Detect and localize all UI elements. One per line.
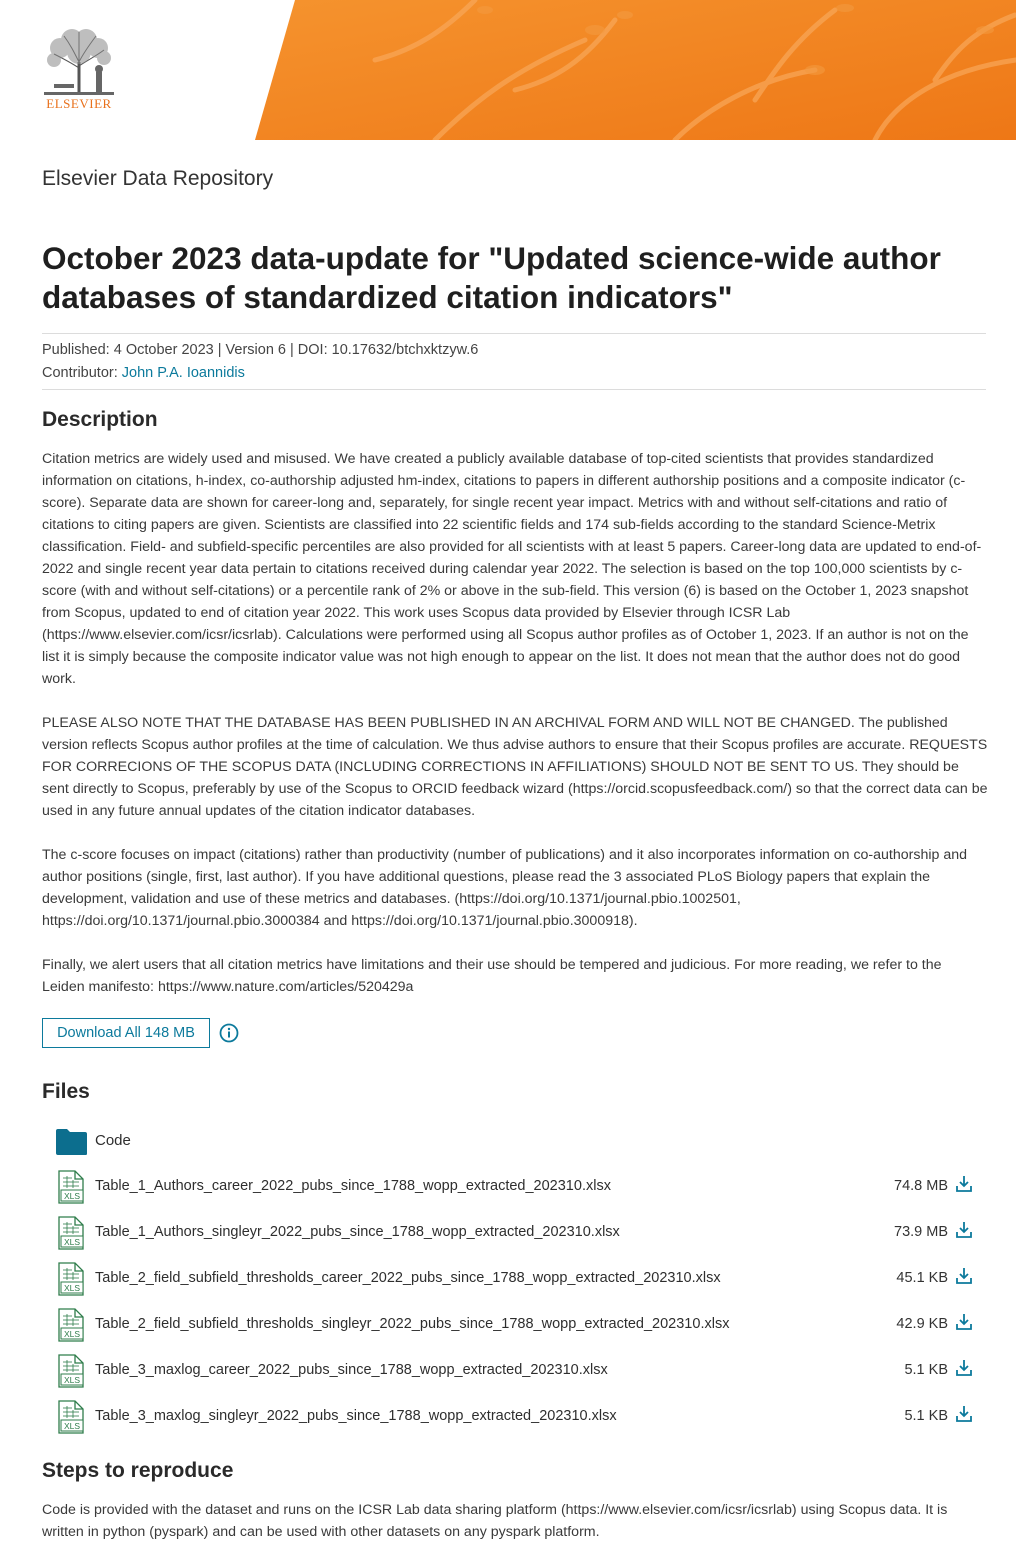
file-size: 74.8 MB (894, 1178, 948, 1194)
files-heading: Files (42, 1080, 90, 1103)
xls-label: XLS (63, 1237, 81, 1247)
xls-label: XLS (63, 1375, 81, 1385)
download-all-button[interactable]: Download All 148 MB (42, 1018, 210, 1048)
xls-label: XLS (63, 1191, 81, 1201)
xls-file-icon (55, 1262, 85, 1296)
folder-row-code[interactable] (55, 1122, 980, 1158)
file-name[interactable]: Table_2_field_subfield_thresholds_singleyr_2022_pubs_since_1788_wopp_extracted_202310.xlsx (95, 1316, 730, 1332)
download-icon[interactable] (954, 1312, 974, 1332)
file-row[interactable] (55, 1398, 980, 1434)
xls-file-icon (55, 1400, 85, 1434)
xls-file-icon (55, 1354, 85, 1388)
file-row[interactable] (55, 1352, 980, 1388)
file-row[interactable] (55, 1260, 980, 1296)
file-size: 42.9 KB (896, 1316, 948, 1332)
repository-name[interactable]: Elsevier Data Repository (42, 167, 274, 190)
file-size: 73.9 MB (894, 1224, 948, 1240)
file-row[interactable] (55, 1214, 980, 1250)
xls-file-icon (55, 1216, 85, 1250)
description-paragraph: Citation metrics are widely used and misused. We have created a publicly available database of top-cited scientists that provides standardized information on citations, h-index, co-authorship adjusted hm-index, citations to papers in different authorship positions and a composite indicator (c-score). Separate data are shown for career-long and, separately, for single recent year impact. Metrics with and without self-citations and ratio of citations to citing papers are given. Scientists are classified into 22 scientific fields and 174 sub-fields according to the standard Science-Metrix classification. Field- and subfield-specific percentiles are also provided for all scientists with at least 5 papers. Career-long data are updated to end-of-2022 and single recent year data pertain to citations received during calendar year 2022. The selection is based on the top 100,000 scientists by c-score (with and without self-citations) or a percentile rank of 2% or above in the sub-field. This version (6) is based on the October 1, 2023 snapshot from Scopus, updated to end of citation year 2022. This work uses Scopus data provided by Elsevier through ICSR Lab (https://www.elsevier.com/icsr/icsrlab). Calculations were performed using all Scopus author profiles as of October 1, 2023. If an author is not on the list it is simply because the composite indicator value was not high enough to appear on the list. It does not mean that the author does not do good work. (42, 451, 982, 687)
xls-label: XLS (63, 1283, 81, 1293)
xls-file-icon (55, 1170, 85, 1204)
logo-wordmark: ELSEVIER (46, 96, 112, 111)
file-row[interactable] (55, 1306, 980, 1342)
steps-heading: Steps to reproduce (42, 1459, 234, 1482)
download-icon[interactable] (954, 1358, 974, 1378)
page-header (0, 0, 1016, 140)
contributor-link[interactable]: John P.A. Ioannidis (121, 365, 245, 381)
contributor-line (42, 365, 245, 381)
download-icon[interactable] (954, 1174, 974, 1194)
steps-text: Code is provided with the dataset and runs on the ICSR Lab data sharing platform (https://www.elsevier.com/icsr/icsrlab) using Scopus data. It is written in python (pyspark) and can be used with other datasets on any pyspark platform. (42, 1502, 948, 1540)
file-size: 5.1 KB (904, 1408, 948, 1424)
file-name[interactable]: Table_1_Authors_singleyr_2022_pubs_since_1788_wopp_extracted_202310.xlsx (95, 1224, 620, 1240)
xls-label: XLS (63, 1329, 81, 1339)
divider (42, 389, 986, 390)
folder-name[interactable]: Code (95, 1132, 131, 1149)
download-icon[interactable] (954, 1404, 974, 1424)
file-row[interactable] (55, 1168, 980, 1204)
download-icon[interactable] (954, 1266, 974, 1286)
orange-banner (255, 0, 1016, 140)
divider (42, 333, 986, 334)
dataset-title: October 2023 data-update for "Updated science-wide author databases of standardized citation indicators" (42, 240, 941, 315)
download-icon[interactable] (954, 1220, 974, 1240)
file-name[interactable]: Table_2_field_subfield_thresholds_career_2022_pubs_since_1788_wopp_extracted_202310.xlsx (95, 1270, 721, 1286)
description-paragraph: The c-score focuses on impact (citations) rather than productivity (number of publications) and it also incorporates information on co-authorship and author positions (single, first, last author). If you have additional questions, please read the 3 associated PLoS Biology papers that explain the development, validation and use of these metrics and databases. (https://doi.org/10.1371/journal.pbio.1002501, https://doi.org/10.1371/journal.pbio.3000384 and https://doi.org/10.1371/journal.pbio.3000918). (42, 847, 968, 929)
file-name[interactable]: Table_1_Authors_career_2022_pubs_since_1788_wopp_extracted_202310.xlsx (95, 1178, 611, 1194)
info-icon[interactable] (219, 1023, 239, 1043)
tree-logo-icon (40, 28, 118, 96)
xls-file-icon (55, 1308, 85, 1342)
xls-label: XLS (63, 1421, 81, 1431)
description-heading: Description (42, 408, 158, 431)
description-paragraph: Finally, we alert users that all citation metrics have limitations and their use should be tempered and judicious. For more reading, we refer to the Leiden manifesto: https://www.nature.com/articles/520429a (42, 957, 942, 995)
elsevier-logo[interactable] (40, 28, 118, 114)
file-size: 45.1 KB (896, 1270, 948, 1286)
file-name[interactable]: Table_3_maxlog_career_2022_pubs_since_1788_wopp_extracted_202310.xlsx (95, 1362, 608, 1378)
published-line: Published: 4 October 2023 | Version 6 | DOI: 10.17632/btchxktzyw.6 (42, 342, 479, 358)
folder-icon (55, 1128, 88, 1156)
description-paragraph: PLEASE ALSO NOTE THAT THE DATABASE HAS BEEN PUBLISHED IN AN ARCHIVAL FORM AND WILL NOT BE CHANGED. The published version reflects Scopus author profiles at the time of calculation. We thus advise authors to ensure that their Scopus profiles are accurate. REQUESTS FOR CORRECIONS OF THE SCOPUS DATA (INCLUDING CORRECTIONS IN AFFILIATIONS) SHOULD NOT BE SENT TO US. They should be sent directly to Scopus, preferably by use of the Scopus to ORCID feedback wizard (https://orcid.scopusfeedback.com/) so that the correct data can be used in any future annual updates of the citation indicator databases. (42, 715, 988, 819)
file-name[interactable]: Table_3_maxlog_singleyr_2022_pubs_since_1788_wopp_extracted_202310.xlsx (95, 1408, 617, 1424)
contributor-label: Contributor: (42, 365, 122, 381)
file-size: 5.1 KB (904, 1362, 948, 1378)
